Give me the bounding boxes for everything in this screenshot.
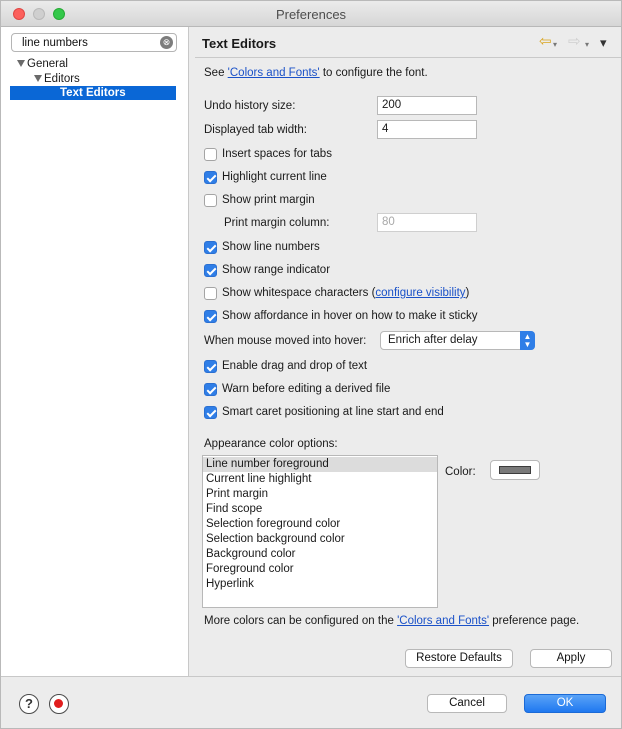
window-title: Preferences bbox=[275, 7, 347, 22]
expand-triangle-icon[interactable] bbox=[34, 75, 42, 82]
hover-behavior-select[interactable] bbox=[380, 331, 535, 350]
color-picker-button[interactable] bbox=[490, 460, 540, 480]
highlight-current-line-checkbox[interactable] bbox=[204, 171, 217, 184]
show-affordance-checkbox[interactable] bbox=[204, 310, 217, 323]
close-paren: ) bbox=[465, 287, 470, 299]
tree-item-general-label: General bbox=[27, 58, 68, 70]
more-colors-suffix: preference page. bbox=[489, 615, 580, 627]
more-colors-prefix: More colors can be configured on the bbox=[204, 615, 398, 627]
show-whitespace-checkbox[interactable] bbox=[204, 287, 217, 300]
font-hint-prefix: See bbox=[204, 67, 228, 79]
list-item[interactable]: Current line highlight bbox=[206, 473, 312, 485]
list-item[interactable]: Foreground color bbox=[206, 563, 294, 575]
print-margin-column-label: Print margin column: bbox=[224, 217, 330, 229]
show-affordance-label: Show affordance in hover on how to make it sticky bbox=[222, 310, 478, 322]
show-range-indicator-checkbox[interactable] bbox=[204, 264, 217, 277]
view-menu-icon[interactable]: ▾ bbox=[600, 35, 607, 50]
tree-item-editors[interactable] bbox=[34, 71, 80, 87]
undo-history-input[interactable]: 200 bbox=[377, 96, 477, 115]
list-item[interactable]: Hyperlink bbox=[206, 578, 254, 590]
show-line-numbers-checkbox[interactable] bbox=[204, 241, 217, 254]
show-whitespace-text: Show whitespace characters ( bbox=[222, 287, 376, 299]
insert-spaces-checkbox[interactable] bbox=[204, 148, 217, 161]
warn-derived-file-label: Warn before editing a derived file bbox=[222, 383, 391, 395]
tab-width-input[interactable]: 4 bbox=[377, 120, 477, 139]
filter-input[interactable] bbox=[22, 35, 152, 50]
list-item[interactable]: Selection foreground color bbox=[206, 518, 341, 530]
smart-caret-checkbox[interactable] bbox=[204, 406, 217, 419]
select-arrows-icon[interactable]: ▲ ▼ bbox=[520, 331, 535, 350]
record-macro-icon[interactable] bbox=[49, 694, 69, 714]
forward-arrow-icon[interactable]: ⇨ bbox=[568, 33, 581, 50]
back-arrow-icon[interactable]: ⇦ bbox=[539, 33, 552, 50]
warn-derived-file-checkbox[interactable] bbox=[204, 383, 217, 396]
show-print-margin-checkbox[interactable] bbox=[204, 194, 217, 207]
list-item[interactable]: Background color bbox=[206, 548, 296, 560]
undo-history-label: Undo history size: bbox=[204, 100, 296, 112]
enable-drag-drop-label: Enable drag and drop of text bbox=[222, 360, 368, 372]
more-colors-hint bbox=[204, 615, 579, 627]
list-item[interactable]: Selection background color bbox=[206, 533, 345, 545]
back-menu-chevron-icon[interactable]: ▾ bbox=[553, 40, 558, 49]
insert-spaces-label: Insert spaces for tabs bbox=[222, 148, 332, 160]
expand-triangle-icon[interactable] bbox=[17, 60, 25, 67]
smart-caret-label: Smart caret positioning at line start and end bbox=[222, 406, 444, 418]
print-margin-column-input: 80 bbox=[377, 213, 477, 232]
text-editors-settings bbox=[195, 58, 621, 633]
appearance-color-options-label: Appearance color options: bbox=[204, 438, 338, 450]
show-print-margin-label: Show print margin bbox=[222, 194, 315, 206]
restore-defaults-button[interactable]: Restore Defaults bbox=[405, 649, 513, 668]
font-hint-suffix: to configure the font. bbox=[319, 67, 428, 79]
page-title: Text Editors bbox=[202, 36, 277, 51]
tab-width-label: Displayed tab width: bbox=[204, 124, 307, 136]
show-whitespace-label bbox=[222, 287, 469, 299]
preference-page bbox=[190, 27, 621, 676]
colors-and-fonts-link[interactable]: 'Colors and Fonts' bbox=[227, 67, 320, 79]
tree-item-editors-label: Editors bbox=[44, 73, 80, 85]
cancel-button[interactable]: Cancel bbox=[427, 694, 507, 713]
ok-button[interactable]: OK bbox=[524, 694, 606, 713]
hover-label: When mouse moved into hover: bbox=[204, 335, 367, 347]
color-label: Color: bbox=[445, 466, 476, 478]
list-item[interactable]: Line number foreground bbox=[203, 457, 437, 472]
filter-field[interactable] bbox=[11, 33, 177, 52]
tree-item-general[interactable] bbox=[17, 56, 68, 72]
color-swatch bbox=[499, 466, 531, 474]
font-hint bbox=[204, 67, 428, 79]
configure-visibility-link[interactable]: configure visibility bbox=[375, 287, 466, 299]
list-item[interactable]: Print margin bbox=[206, 488, 268, 500]
show-range-indicator-label: Show range indicator bbox=[222, 264, 331, 276]
enable-drag-drop-checkbox[interactable] bbox=[204, 360, 217, 373]
footer-divider bbox=[1, 676, 621, 677]
hover-behavior-value: Enrich after delay bbox=[388, 334, 478, 346]
tree-item-text-editors[interactable] bbox=[10, 86, 176, 100]
preference-tree-pane bbox=[1, 27, 189, 676]
clear-icon[interactable]: ⊗ bbox=[160, 36, 173, 49]
more-colors-link[interactable]: 'Colors and Fonts' bbox=[397, 615, 490, 627]
apply-button[interactable]: Apply bbox=[530, 649, 612, 668]
list-item[interactable]: Find scope bbox=[206, 503, 263, 515]
tree-item-text-editors-label: Text Editors bbox=[60, 87, 126, 99]
help-icon[interactable]: ? bbox=[19, 694, 39, 714]
highlight-current-line-label: Highlight current line bbox=[222, 171, 327, 183]
show-line-numbers-label: Show line numbers bbox=[222, 241, 320, 253]
forward-menu-chevron-icon[interactable]: ▾ bbox=[585, 40, 590, 49]
appearance-color-list[interactable] bbox=[202, 455, 438, 608]
title-bar bbox=[1, 1, 621, 27]
